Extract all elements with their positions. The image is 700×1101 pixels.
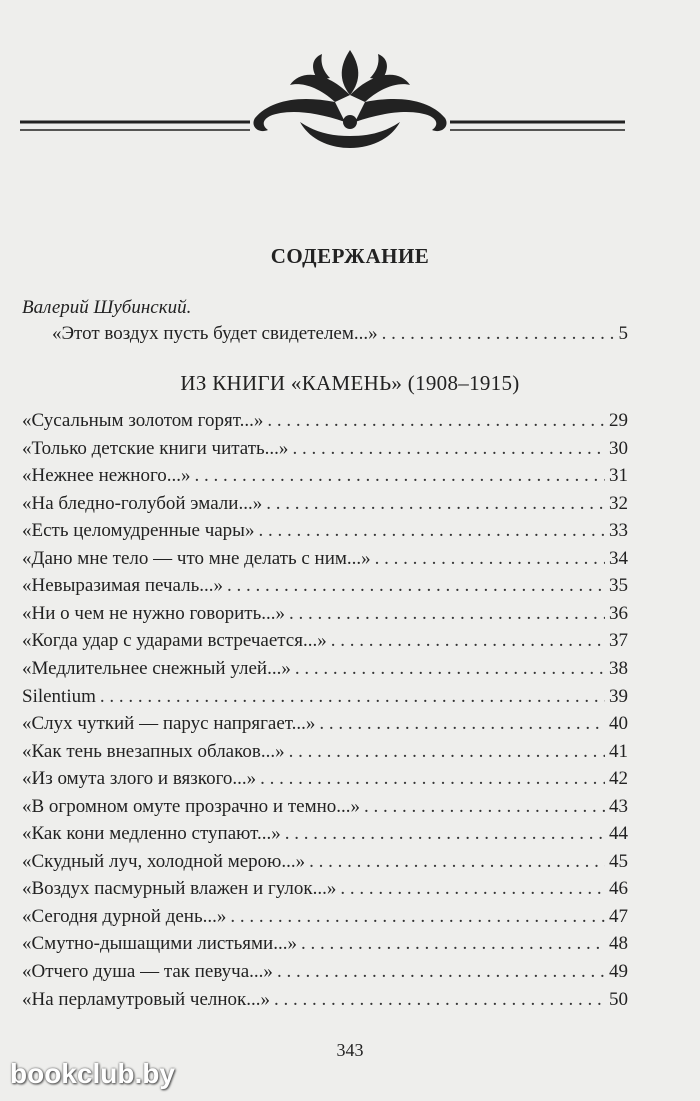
toc-leader-dots — [319, 713, 605, 735]
toc-leader-dots — [292, 438, 605, 460]
toc-entry-page: 29 — [609, 410, 628, 431]
toc-entry-title: «Как тень внезапных облаков...» — [22, 740, 285, 762]
toc-entry-title: «Как кони медленно ступают...» — [22, 823, 281, 845]
toc-leader-dots — [277, 961, 605, 983]
toc-entry — [22, 575, 628, 601]
floral-ornament-icon — [0, 40, 700, 160]
toc-entry — [22, 658, 628, 684]
toc-entry-title: «Из омута злого и вязкого...» — [22, 768, 257, 790]
toc-entry — [22, 548, 628, 574]
toc-leader-dots — [230, 906, 605, 928]
intro-author: Валерий Шубинский. — [22, 297, 192, 318]
toc-entry-page: 46 — [609, 878, 628, 900]
toc-entry-page: 5 — [618, 323, 628, 344]
toc-entry-title: «Когда удар с ударами встречается...» — [22, 630, 327, 652]
toc-entry — [22, 989, 628, 1015]
toc-leader-dots — [375, 548, 605, 570]
toc-intro-row — [52, 323, 628, 349]
page-title: СОДЕРЖАНИЕ — [270, 244, 430, 268]
toc-entry-title: «В огромном омуте прозрачно и темно...» — [22, 795, 361, 817]
toc-entry — [22, 796, 628, 822]
toc-entry — [22, 851, 628, 877]
toc-entry — [22, 933, 628, 959]
toc-entry — [22, 823, 628, 849]
toc-entry-page: 50 — [609, 988, 628, 1010]
toc-entry-page: 41 — [609, 740, 628, 762]
toc-entry-title: «Воздух пасмурный влажен и гулок...» — [22, 878, 337, 900]
toc-entry — [22, 878, 628, 904]
toc-entry — [22, 686, 628, 712]
toc-entry — [22, 630, 628, 656]
toc-entry-title: Silentium — [22, 685, 96, 707]
toc-entry-page: 32 — [609, 492, 628, 514]
toc-leader-dots — [266, 493, 605, 515]
toc-entry-page: 49 — [609, 961, 628, 982]
toc-leader-dots — [309, 851, 605, 873]
toc-leader-dots — [100, 686, 605, 708]
toc-leader-dots — [301, 933, 605, 955]
toc-entry — [22, 603, 628, 629]
watermark-logo: bookclub.by — [10, 1058, 175, 1089]
toc-entry-page: 38 — [609, 657, 628, 679]
toc-entry-page: 48 — [609, 933, 628, 955]
toc-entry-title: «Нежнее нежного...» — [22, 465, 191, 487]
toc-entry-title: «Слух чуткий — парус напрягает...» — [22, 713, 316, 735]
toc-entry — [22, 410, 628, 436]
toc-leader-dots — [285, 823, 605, 845]
toc-entry — [22, 438, 628, 464]
toc-entry-page: 37 — [609, 630, 628, 652]
toc-entry-page: 30 — [609, 437, 628, 459]
toc-leader-dots — [295, 658, 605, 680]
toc-entry-title: «Только детские книги читать...» — [22, 437, 289, 459]
toc-entry-page: 31 — [609, 465, 628, 487]
toc-entry-page: 40 — [609, 713, 628, 735]
toc-entry-page: 34 — [609, 547, 628, 569]
toc-leader-dots — [382, 323, 615, 345]
toc-entry — [22, 493, 628, 519]
toc-entry-page: 42 — [609, 768, 628, 790]
toc-entry-title: «Есть целомудренные чары» — [22, 520, 255, 542]
toc-leader-dots — [289, 741, 605, 763]
toc-leader-dots — [227, 575, 605, 597]
toc-leader-dots — [267, 410, 605, 432]
toc-leader-dots — [260, 768, 605, 790]
toc-entry-page: 43 — [609, 795, 628, 817]
toc-leader-dots — [340, 878, 605, 900]
toc-entry — [22, 713, 628, 739]
toc-entry-page: 44 — [609, 823, 628, 845]
toc-entry-title: «Ни о чем не нужно говорить...» — [22, 602, 286, 624]
toc-entry — [22, 520, 628, 546]
section-title: ИЗ КНИГИ «КАМЕНЬ» (1908–1915) — [180, 371, 520, 395]
toc-entry-title: «Смутно-дышащими листьями...» — [22, 933, 297, 955]
toc-entry-page: 35 — [609, 575, 628, 597]
toc-leader-dots — [195, 465, 605, 487]
toc-entry-title: «Скудный луч, холодной мерою...» — [22, 850, 306, 872]
toc-leader-dots — [258, 520, 605, 542]
toc-leader-dots — [289, 603, 605, 625]
toc-entry-page: 45 — [609, 850, 628, 872]
toc-entry — [22, 961, 628, 987]
toc-entry-title: «Этот воздух пусть будет свидетелем...» — [52, 323, 378, 344]
toc-entry — [22, 768, 628, 794]
toc-leader-dots — [364, 796, 605, 818]
toc-entry-title: «На перламутровый челнок...» — [22, 988, 271, 1010]
page-number: 343 — [336, 1040, 364, 1060]
toc-entry-title: «Сегодня дурной день...» — [22, 905, 227, 927]
toc-entry-title: «Отчего душа — так певуча...» — [22, 961, 273, 982]
toc-entry — [22, 906, 628, 932]
toc-entry-title: «На бледно-голубой эмали...» — [22, 492, 263, 514]
toc-entry — [22, 465, 628, 491]
toc-entry — [22, 741, 628, 767]
toc-leader-dots — [331, 630, 605, 652]
toc-entry-page: 33 — [609, 520, 628, 542]
toc-entry-page: 39 — [609, 685, 628, 707]
toc-entry-page: 47 — [609, 905, 628, 927]
toc-entry-title: «Невыразимая печаль...» — [22, 575, 223, 597]
toc-leader-dots — [274, 989, 605, 1011]
toc-entry-page: 36 — [609, 602, 628, 624]
toc-entry-title: «Медлительнее снежный улей...» — [22, 657, 291, 679]
toc-entry-title: «Дано мне тело — что мне делать с ним...» — [22, 547, 371, 569]
toc-entry-title: «Сусальным золотом горят...» — [22, 410, 264, 431]
